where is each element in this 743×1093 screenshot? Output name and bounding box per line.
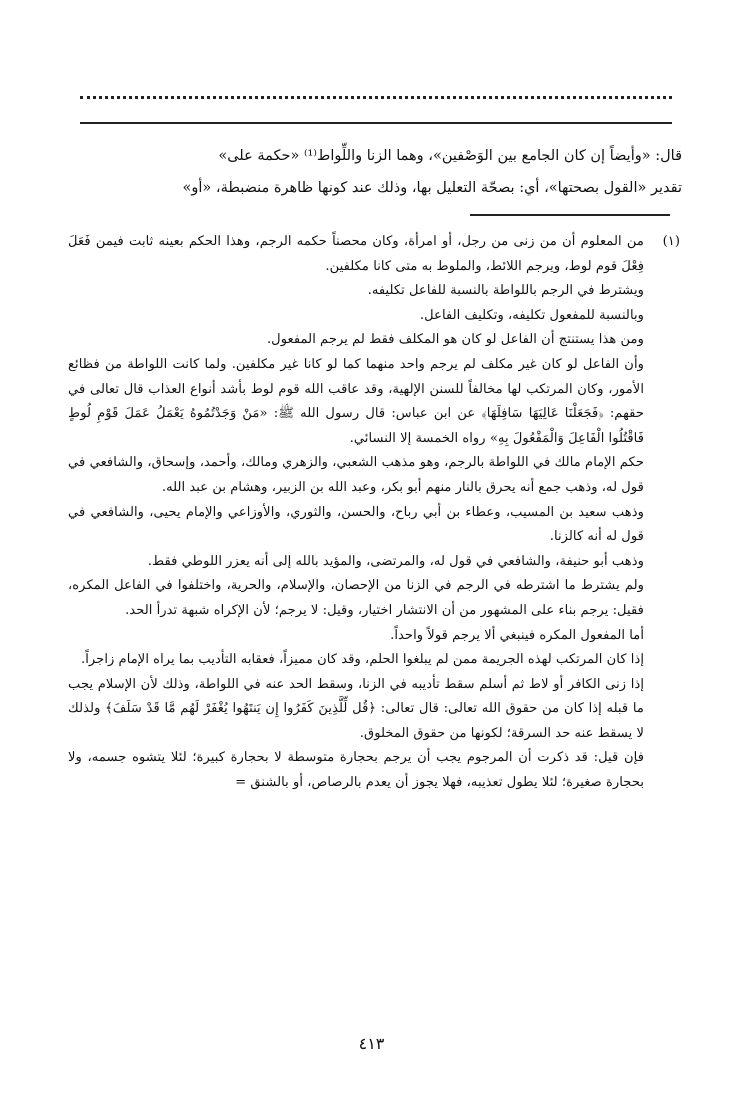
footnote-paragraph: إذا زنى الكافر أو لاط ثم أسلم سقط تأديبه في الزنا، وسقط الحد عنه في اللواطة، وذلك لأن الإسلام يجب ما قبله إذا كان من حقوق الله تعالى: قال تعالى: ﴿قُل لِّلَّذِينَ كَفَرُوا إِن يَنتَهُوا يُغْفَرْ لَهُم مَّا قَدْ سَلَفَ﴾ ولذلك لا يسقط عنه حد السرقة؛ لكونها من حقوق المخلوق.: [68, 676, 644, 741]
footnote-paragraph: ولم يشترط ما اشترطه في الرجم في الزنا من الإحصان، والإسلام، والحرية، واختلفوا في الفاعل المكره، فقيل: يرجم بناء على المشهور من أن الانتشار اختيار، وقيل: لا يرجم؛ لأن الإكراه شبهة تدرأ الحد.: [68, 578, 644, 618]
footnote-paragraph: ويشترط في الرجم باللواطة بالنسبة للفاعل تكليفه.: [367, 283, 644, 299]
main-text-line: تقدير «القول بصحتها»، أي: بصحّة التعليل بها، وذلك عند كونها ظاهرة منضبطة، «أو»: [182, 180, 682, 196]
footnote-separator: [470, 214, 670, 216]
footnote-paragraph: إذا كان المرتكب لهذه الجريمة ممن لم يبلغوا الحلم، وقد كان مميزاً، فعقابه التأديب بما يراه الإمام زاجراً.: [81, 652, 644, 668]
footnote-paragraph: فإن قيل: قد ذكرت أن المرجوم يجب أن يرجم بحجارة متوسطة لا بحجارة كبيرة؛ لئلا يتشوه جسمه، ولا بحجارة صغيرة؛ لئلا يطول تعذيبه، فهلا يجوز أن يعدم بالرصاص، أو بالشنق =: [68, 750, 644, 791]
page-number: ٤١٣: [358, 1034, 385, 1053]
header-dotted-rule: [80, 96, 672, 99]
footnote-paragraph: وأن الفاعل لو كان غير مكلف لم يرجم واحد منهما كما لو كانا غير مكلفين. ولما كانت اللواطة من فظائع الأمور، وكان المرتكب لها مخالفاً للسنن الإلهية، وقد عاقب الله قوم لوط بأشد أنواع العذاب قال تعالى في حقهم: ﴿فَجَعَلْنَا عَالِيَهَا سَافِلَهَا﴾ عن ابن عباس: قال رسول الله ﷺ: «مَنْ وَجَدْتُمُوهُ يَعْمَلُ عَمَلَ قَوْمِ لُوطٍ فَاقْتُلُوا الْفَاعِلَ وَالْمَفْعُولَ بِهِ» رواه الخمسة إلا النسائي.: [68, 356, 644, 446]
footnote-paragraph: ومن هذا يستنتج أن الفاعل لو كان هو المكلف فقط لم يرجم المفعول.: [266, 332, 644, 348]
footnote-paragraph: وذهب سعيد بن المسيب، وعطاء بن أبي رباح، والحسن، والثوري، والأوزاعي والإمام يحيى، والشافعي في قول له أنه كالزنا.: [68, 504, 644, 545]
main-text-line: قال: «وأيضاً إن كان الجامع بين الوَصْفين»، وهما الزنا واللِّواط⁽¹⁾ «حكمة على»: [218, 148, 682, 164]
footnote-paragraph: من المعلوم أن من زنى من رجل، أو امرأة، وكان محصناً حكمه الرجم، وهذا الحكم بعينه ثابت فيمن فَعَلَ فِعْلَ قوم لوط، ويرجم اللائط، والملوط به متى كانا مكلفين.: [68, 234, 644, 274]
footnote-paragraph: وذهب أبو حنيفة، والشافعي في قول له، والمرتضى، والمؤيد بالله إلى أنه يعزر اللوطي فقط.: [147, 553, 644, 569]
footnote-body: [68, 230, 644, 796]
footnote-block: [68, 230, 680, 796]
footnote-paragraph: أما المفعول المكره فينبغي ألا يرجم قولاً واحداً.: [390, 627, 644, 643]
footnote-number: (١): [662, 234, 680, 249]
footnote-paragraph: وبالنسبة للمفعول تكليفه، وتكليف الفاعل.: [419, 307, 644, 323]
main-text-block: [70, 140, 682, 204]
footnote-paragraph: حكم الإمام مالك في اللواطة بالرجم، وهو مذهب الشعبي، والزهري ومالك، وأحمد، وإسحاق، والشافعي في قول له، وذهب جمع أنه يحرق بالنار منهم أبو بكر، وعبد الله بن الزبير، وهشام بن عبد الله.: [68, 455, 644, 495]
header-solid-rule: [80, 122, 672, 124]
